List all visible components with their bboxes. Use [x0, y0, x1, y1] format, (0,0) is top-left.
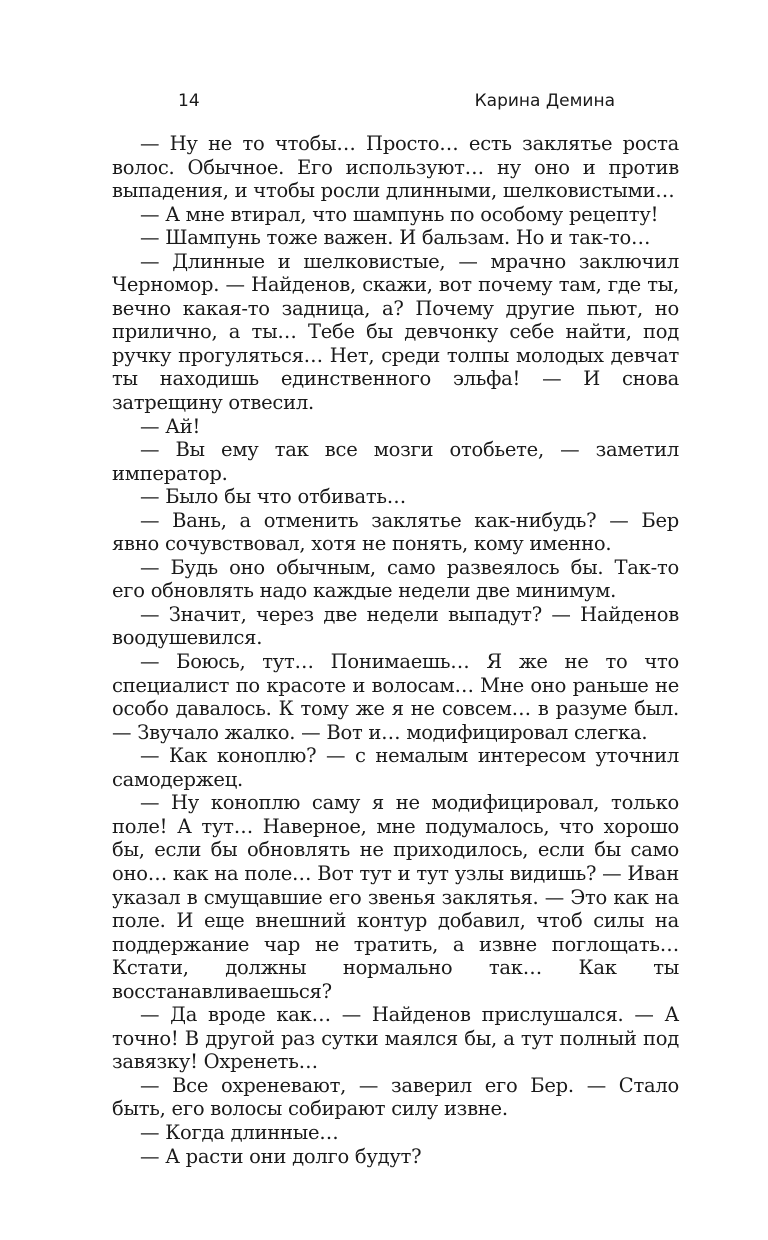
paragraph: — Ай!	[140, 414, 201, 438]
paragraph: — Боюсь, тут… Понимаешь… Я же не то что специалист по красоте и волосам… Мне оно раньше не особо давалось. К тому же я не совсем… в разуме был. — Звучало жалко. — Вот и… модифицировал слегка.	[112, 650, 679, 744]
paragraph: — Будь оно обычным, само развеялось бы. Так-то его обновлять надо каждые недели две минимум.	[112, 555, 679, 603]
paragraph: — Шампунь тоже важен. И бальзам. Но и так-то…	[140, 226, 651, 250]
paragraph: — Когда длинные…	[140, 1120, 339, 1144]
paragraph: — Как коноплю? — с немалым интересом уточнил самодержец.	[112, 744, 679, 791]
paragraph: — Вы ему так все мозги отобьете, — заметил император.	[112, 438, 679, 485]
paragraph: — Ну не то чтобы… Просто… есть заклятье роста волос. Обычное. Его используют… ну оно и против выпадения, и чтобы росли длинными, шелковистыми…	[112, 132, 679, 203]
paragraph: — Вань, а отменить заклятье как-нибудь? — Бер явно сочувствовал, хотя не понять, кому именно.	[112, 508, 679, 556]
paragraph: — Ну коноплю саму я не модифицировал, только поле! А тут… Наверное, мне подумалось, что хорошо бы, если бы обновлять не приходилось, если бы само оно… как на поле… Вот тут и тут узлы видишь? — Иван указал в смущавшие его звенья заклятья. — Это как на поле. И еще внешний контур добавил, чтоб силы на поддержание чар не тратить, а извне поглощать… Кстати, должны нормально так… Как ты восстанавливаешься?	[112, 791, 679, 1003]
page-number: 14	[178, 91, 200, 111]
paragraph: — Было бы что отбивать…	[140, 485, 406, 509]
body-text	[112, 132, 679, 1168]
paragraph: — Значит, через две недели выпадут? — Найденов воодушевился.	[112, 602, 679, 650]
paragraph: — А расти они долго будут?	[140, 1144, 422, 1168]
paragraph: — Да вроде как… — Найденов прислушался. — А точно! В другой раз сутки маялся бы, а тут полный под завязку! Охренеть…	[112, 1003, 679, 1074]
paragraph: — Длинные и шелковистые, — мрачно заключил Черномор. — Найденов, скажи, вот почему там, где ты, вечно какая-то задница, а? Почему другие пьют, но прилично, а ты… Тебе бы девчонку себе найти, под ручку прогуляться… Нет, среди толпы молодых девчат ты находишь единственного эльфа! — И снова затрещину отвесил.	[112, 249, 679, 415]
paragraph: — Все охреневают, — заверил его Бер. — Стало быть, его волосы собирают силу извне.	[112, 1073, 679, 1121]
page-header	[176, 88, 615, 116]
running-title: Карина Демина	[474, 91, 615, 111]
paragraph: — А мне втирал, что шампунь по особому рецепту!	[140, 202, 659, 226]
